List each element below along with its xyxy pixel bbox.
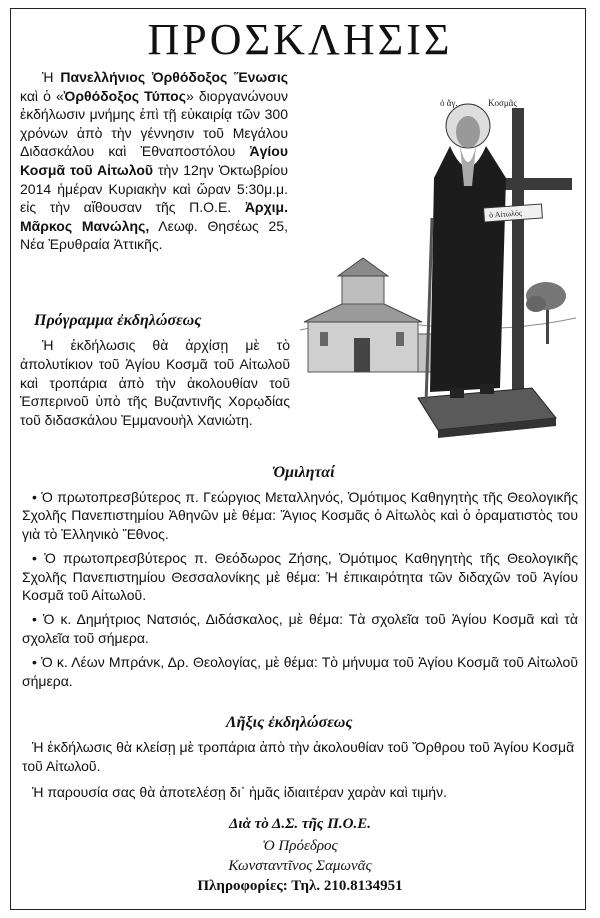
scroll-text: ὁ Αἰτωλός: [488, 208, 523, 220]
closing-heading: Λῆξις ἐκδηλώσεως: [226, 714, 353, 731]
intro-text-5: Λεωφ. Θησέως 25, Νέα Ἐρυθραία Ἀττικῆς.: [20, 217, 288, 253]
speaker-item: • Ὁ κ. Δημήτριος Νατσιός, Διδάσκαλος, μὲ θέμα: Τὰ σχολεῖα τοῦ Ἁγίου Κοσμᾶ καὶ τὰ σχολεῖα τοῦ σήμερα.: [22, 611, 578, 646]
intro-text-1: Ἡ: [42, 69, 61, 85]
saint-name: Ἁγίου Κοσμᾶ τοῦ Αἰτωλοῦ: [20, 143, 288, 178]
speakers-heading: Ὁμιληταί: [272, 464, 335, 481]
speaker-item: • Ὁ πρωτοπρεσβύτερος π. Γεώργιος Μεταλληνός, Ὁμότιμος Καθηγητὴς τῆς Θεολογικῆς Σχολῆς Πανεπιστημίου Ἀθηνῶν μὲ θέμα: Ἅγιος Κοσμᾶς ὁ Αἰτωλὸς καὶ ὁ ὁραματιστὸς του γιὰ τὸ Ἑλληνικὸ Ἔθνος.: [22, 489, 578, 542]
signature-role: Ὁ Πρόεδρος: [262, 838, 338, 854]
program-heading: Πρόγραμμα ἐκδηλώσεως: [34, 312, 202, 329]
intro-text-3: » διοργανώνουν ἐκδήλωσιν μνήμης ἐπὶ τῇ εὐκαιρίᾳ τῶν 300 χρόνων ἀπὸ τὴν γέννησιν τοῦ Μεγάλου Διδασκάλου καὶ Ἐθναποστόλου: [20, 87, 288, 160]
intro-text-2: καὶ ὁ «: [20, 87, 64, 104]
intro-text-4: τὴν 12ην Ὀκτωβρίου 2014 ἡμέραν Κυριακὴν καὶ ὥραν 5:30μ.μ. εἰς τὴν αἴθουσαν τῆς Π.Ο.Ε.: [20, 161, 288, 216]
tree-icon: [526, 282, 566, 344]
closing-text-2: Ἡ παρουσία σας θὰ ἀποτελέσῃ δι᾽ ἡμᾶς ἰδιαιτέραν χαρὰν καὶ τιμήν.: [32, 784, 447, 801]
organizer-2: Ὀρθόδοξος Τύπος: [63, 87, 186, 104]
page-title: ΠΡΟΣΚΛΗΣΙΣ: [147, 15, 453, 64]
contact-info: Πληροφορίες: Τηλ. 210.8134951: [197, 878, 403, 894]
icon-label-2: Κοσμᾶς: [488, 98, 517, 108]
saint-icon-illustration: [300, 68, 576, 448]
signature-name: Κωνσταντῖνος Σαμωνᾶς: [228, 858, 372, 874]
hall-name: Ἀρχιμ. Μᾶρκος Μανώλης,: [20, 199, 288, 234]
icon-label-1: ὁ ἅγ.: [440, 98, 458, 108]
program-text: Ἡ ἐκδήλωσις θὰ ἀρχίσῃ μὲ τὸ ἀπολυτίκιον τοῦ Ἁγίου Κοσμᾶ τοῦ Αἰτωλοῦ καὶ τροπάρια ἀπὸ τὴν ἀκολουθίαν τοῦ Ἑσπερινοῦ ὑπὸ τῆς Βυζαντινῆς Χορῳδίας τοῦ διδασκάλου Ἐμμανουὴλ Χανιώτη.: [20, 337, 290, 429]
closing-section: [22, 738, 578, 810]
saint-figure: [426, 98, 542, 404]
closing-text-1: Ἡ ἐκδήλωσις θὰ κλείσῃ μὲ τροπάρια ἀπὸ τὴν ἀκολουθίαν τοῦ Ὄρθρου τοῦ Ἁγίου Κοσμᾶ τοῦ Αἰτωλοῦ.: [22, 739, 575, 774]
organizer-1: Πανελλήνιος Ὀρθόδοξος Ἕνωσις: [60, 69, 288, 85]
intro-paragraph: [20, 68, 288, 254]
speaker-item: • Ὁ κ. Λέων Μπράνκ, Δρ. Θεολογίας, μὲ θέμα: Τὸ μήνυμα τοῦ Ἁγίου Κοσμᾶ τοῦ Αἰτωλοῦ σήμερα.: [22, 654, 578, 689]
signature-board: Διὰ τὸ Δ.Σ. τῆς Π.Ο.Ε.: [229, 816, 371, 832]
speakers-list: [22, 488, 578, 696]
speaker-item: • Ὁ πρωτοπρεσβύτερος π. Θεόδωρος Ζήσης, Ὁμότιμος Καθηγητὴς τῆς Θεολογικῆς Σχολῆς Πανεπιστημίου Θεσσαλονίκης μὲ θέμα: Ἡ ἐπικαιρότητα τῶν διδαχῶν τοῦ Ἁγίου Κοσμᾶ τοῦ Αἰτωλοῦ.: [22, 550, 578, 604]
